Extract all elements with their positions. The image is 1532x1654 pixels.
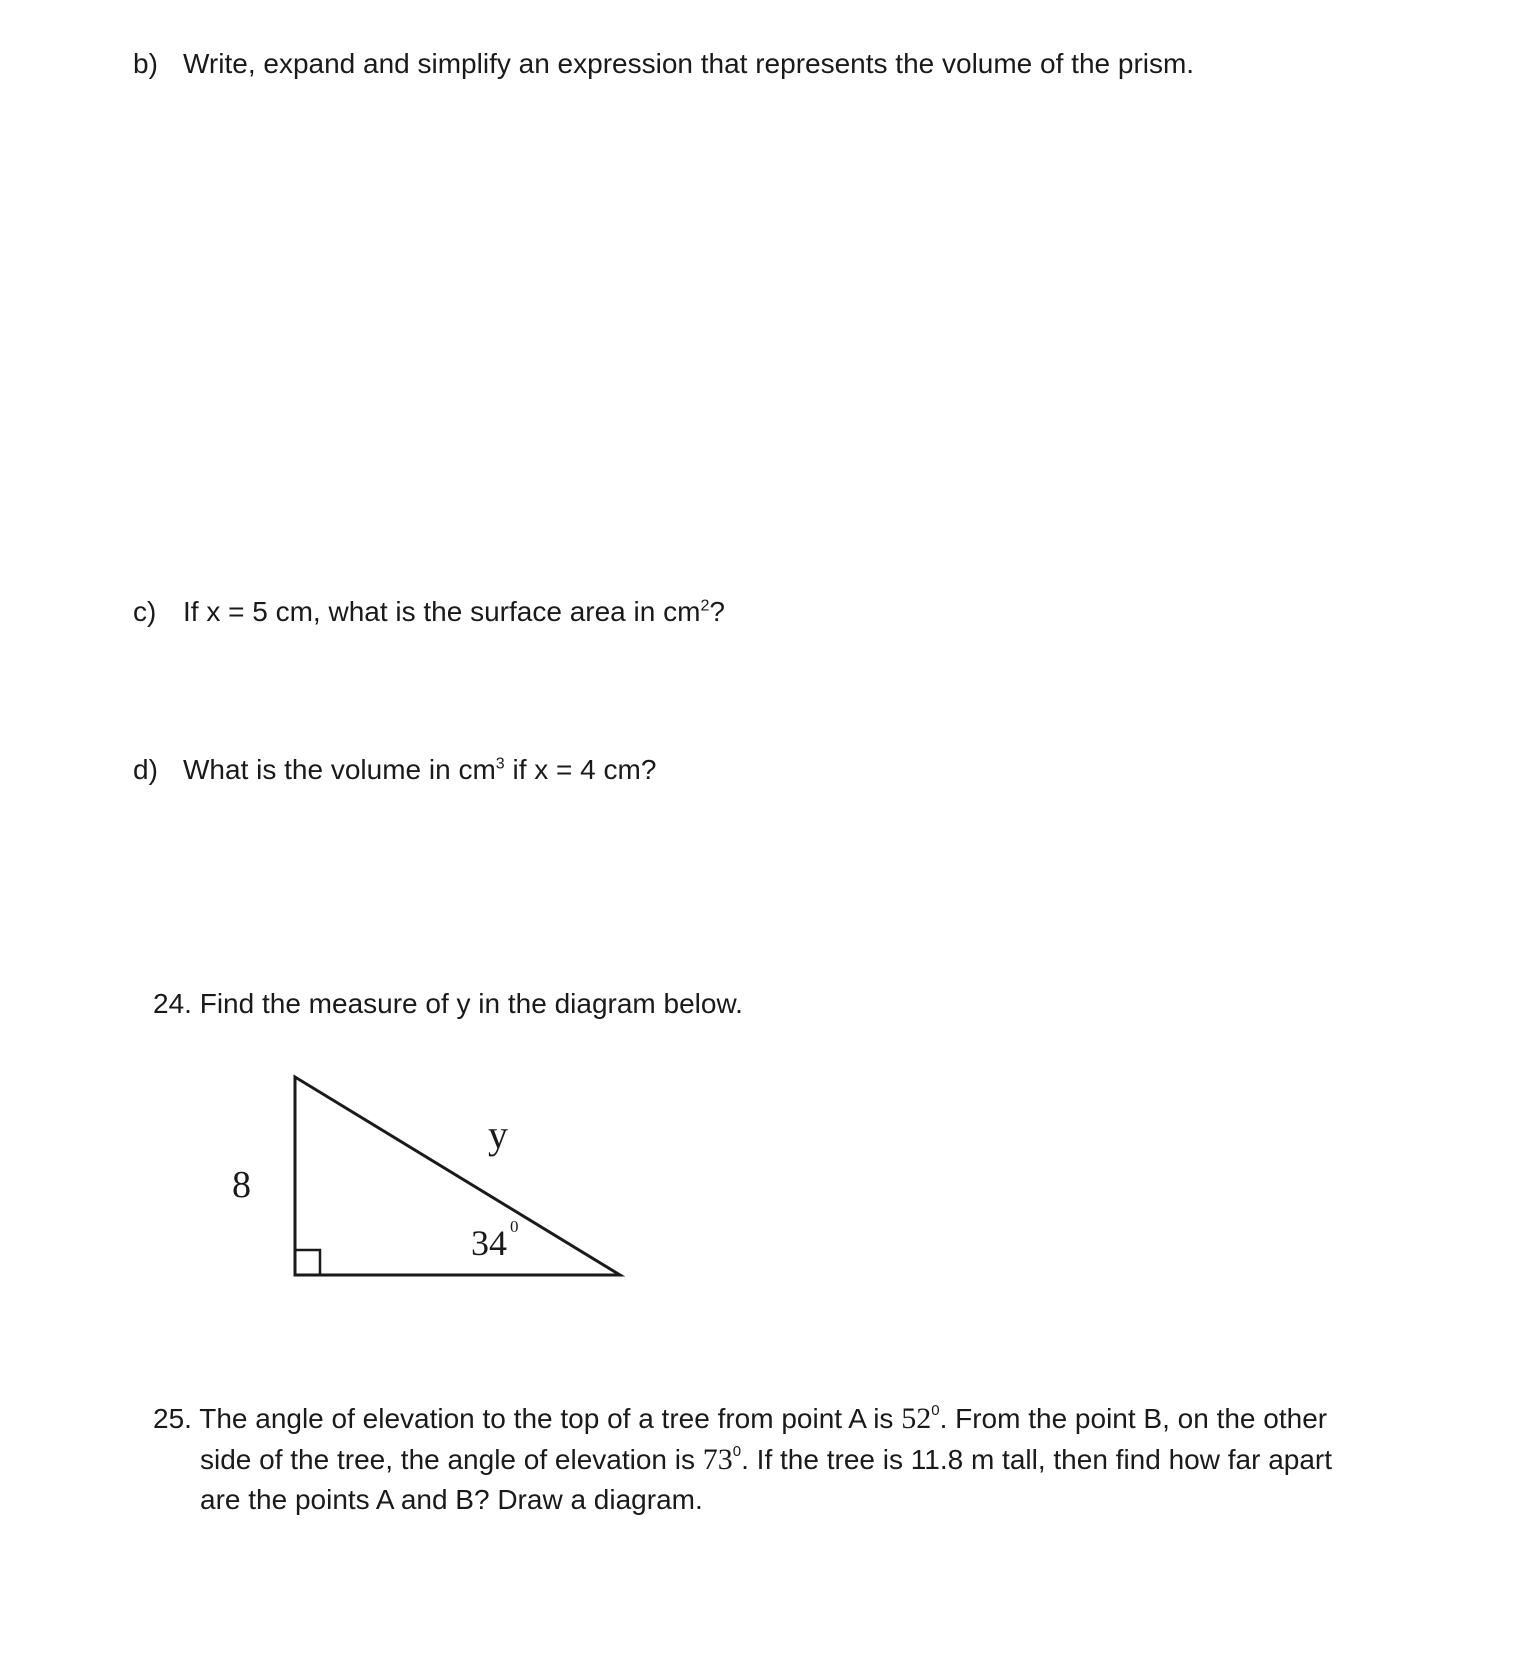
question-25-text-2: . From the point B, on the other bbox=[939, 1403, 1328, 1434]
question-25-line-2 bbox=[153, 1439, 1433, 1480]
question-d-text: What is the volume in cm bbox=[183, 754, 496, 785]
hypotenuse-label: y bbox=[488, 1112, 508, 1157]
question-d-text-end: if x = 4 cm? bbox=[504, 754, 657, 785]
angle-a-value: 52 bbox=[901, 1402, 932, 1435]
question-c bbox=[133, 594, 725, 629]
question-25-text-1: The angle of elevation to the top of a tree from point A is bbox=[199, 1403, 894, 1434]
question-b bbox=[133, 46, 1194, 81]
question-25-line-3: are the points A and B? Draw a diagram. bbox=[200, 1483, 703, 1515]
question-d bbox=[133, 752, 656, 787]
angle-degree-mark: 0 bbox=[510, 1217, 519, 1236]
angle-a-degree: 0 bbox=[931, 1402, 940, 1419]
question-25 bbox=[153, 1398, 1433, 1519]
question-c-text: If x = 5 cm, what is the surface area in cm bbox=[183, 596, 701, 627]
angle-value-label: 34 bbox=[471, 1223, 507, 1263]
angle-b-value: 73 bbox=[702, 1443, 733, 1477]
question-b-text: Write, expand and simplify an expression that represents the volume of the prism. bbox=[183, 48, 1195, 79]
side-length-label: 8 bbox=[232, 1164, 251, 1206]
question-d-label: d) bbox=[133, 754, 158, 785]
question-25-number: 25. bbox=[153, 1403, 192, 1434]
question-25-text-3: side of the tree, the angle of elevation is bbox=[200, 1444, 695, 1476]
question-b-label: b) bbox=[133, 48, 158, 79]
question-c-text-end: ? bbox=[709, 596, 725, 627]
right-angle-marker bbox=[295, 1250, 320, 1275]
question-24-text: Find the measure of y in the diagram below. bbox=[199, 988, 743, 1019]
question-25-text-4: . If the tree is 11.8 m tall, then find how far apart bbox=[741, 1444, 1333, 1476]
angle-b-degree: 0 bbox=[732, 1443, 742, 1461]
question-24-number: 24. bbox=[153, 988, 192, 1019]
question-25-line-1 bbox=[153, 1398, 1433, 1439]
question-d-unit-exponent: 3 bbox=[495, 755, 505, 773]
question-c-label: c) bbox=[133, 596, 157, 627]
question-c-unit-exponent: 2 bbox=[700, 597, 710, 615]
triangle-outline bbox=[295, 1077, 620, 1275]
right-triangle-diagram bbox=[200, 1060, 640, 1300]
question-24 bbox=[153, 986, 743, 1021]
